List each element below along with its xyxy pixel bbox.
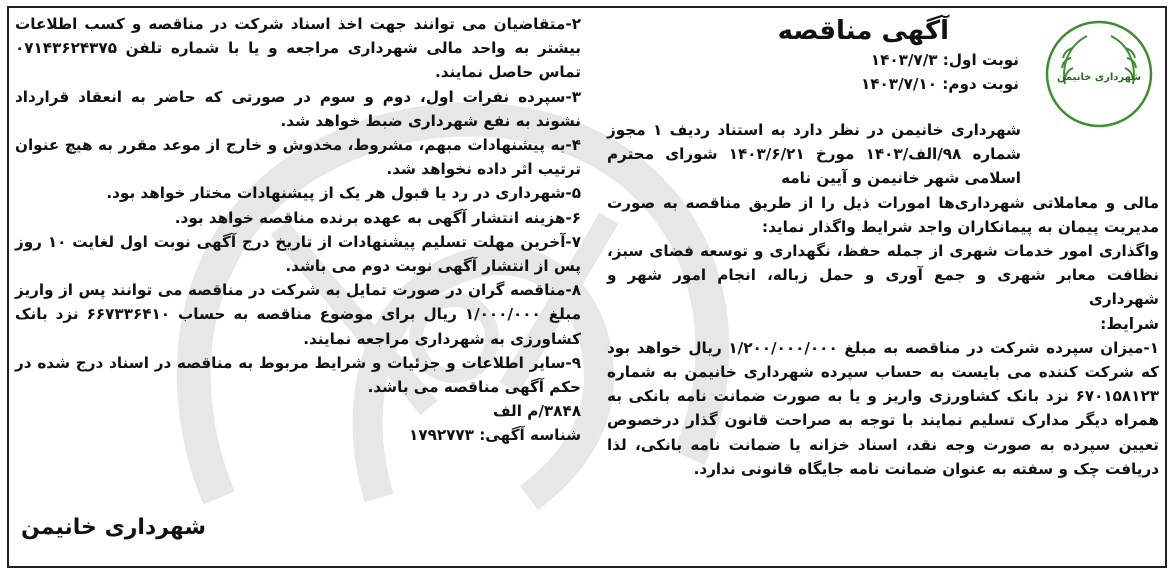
logo-text: شهرداری خانیمن [1056, 72, 1142, 83]
second-turn: نوبت دوم: ۱۴۰۳/۷/۱۰ [860, 75, 1019, 94]
condition-item: ۷-آخرین مهلت تسلیم پیشنهادات از تاریخ درج آگهی نوبت اول لغایت ۱۰ روز پس از انتشار آگهی نوبت دوم می باشد. [15, 232, 581, 276]
intro-paragraph: شهرداری خانیمن در نظر دارد به استناد ردیف ۱ مجوز شماره ۹۸/الف/۱۴۰۳ مورخ ۱۴۰۳/۶/۲۱ شورای محترم اسلامی شهر خانیمن و آیین نامه [607, 121, 1021, 188]
scope-paragraph: واگذاری امور خدمات شهری از جمله حفظ، نگهداری و توسعه فضای سبز، نظافت معابر شهری و جمع آوری و حمل زباله، انجام امور شهر و شهرداری [607, 242, 1159, 309]
condition-item: ۹-سایر اطلاعات و جزئیات و شرایط مربوط به مناقصه در اسناد درج شده در حکم آگهی مناقصه می باشد. [15, 353, 581, 397]
condition-item: ۲-متقاضیان می توانند جهت اخذ اسناد شرکت در مناقصه و کسب اطلاعات بیشتر به واحد مالی شهرداری مراجعه و یا با شماره تلفن ۰۷۱۴۳۶۲۴۳۷۵ تماس حاصل نمایند. [15, 15, 581, 82]
left-column [15, 12, 581, 448]
condition-item: ۵-شهرداری در رد یا قبول هر یک از پیشنهادات مختار خواهد بود. [106, 184, 581, 203]
right-column [607, 12, 1159, 481]
municipality-logo [1043, 18, 1155, 130]
notice-header [607, 12, 1159, 118]
tender-notice [7, 6, 1167, 568]
condition-item: ۴-به پیشنهادات مبهم، مشروط، مخدوش و خارج از موعد مقرر به هیچ عنوان ترتیب اثر داده نخواهد شد. [15, 136, 581, 179]
condition-item: ۸-مناقصه گران در صورت تمایل به شرکت در مناقصه می توانند پس از واریز مبلغ ۱/۰۰۰/۰۰۰ ریال برای موضوع مناقصه به حساب ۶۶۷۳۳۶۴۱۰ نزد بانک کشاورزی به شهرداری مراجعه نمایند. [15, 281, 581, 348]
page-title: آگهی مناقصه [777, 16, 949, 46]
conditions-heading: شرایط: [1100, 314, 1159, 333]
condition-item: ۳-سپرده نفرات اول، دوم و سوم در صورتی که حاضر به انعقاد قرارداد نشوند به نفع شهرداری ضبط خواهد شد. [15, 87, 581, 130]
ad-identifier: شناسه آگهی: ۱۷۹۲۷۷۳ [409, 426, 581, 445]
notice-code: ۳۸۴۸/م الف [492, 402, 581, 421]
condition-item: ۱-میزان سپرده شرکت در مناقصه به مبلغ ۱/۲۰۰/۰۰۰/۰۰۰ ریال خواهد بود که شرکت کننده می بایست به حساب سپرده شهرداری خانیمن به شماره ۶۷۰۱۵۸۱۲۳ نزد بانک کشاورزی واریز و یا به صورت ضمانت نامه بانکی به همراه دیگر مدارک تسلیم نمایند با توجه به صراحت قانون گذار درخصوص تعیین سپرده به صورت وجه نقد، اسناد خزانه یا ضمانت نامه بانکی، لذا دریافت چک و سفته به عنوان ضمانت نامه جایگاه قانونی ندارد. [607, 338, 1159, 478]
first-turn: نوبت اول: ۱۴۰۳/۷/۳ [870, 51, 1019, 69]
condition-item: ۶-هزینه انتشار آگهی به عهده برنده مناقصه خواهد بود. [174, 208, 581, 227]
publication-turns [861, 48, 1019, 96]
signature-municipality: شهرداری خانیمن [21, 515, 207, 540]
intro-continuation: مالی و معاملاتی شهرداری‌ها امورات ذیل را از طریق مناقصه به صورت مدیریت پیمان به پیمانکاران واجد شرایط واگذار نماید: [607, 193, 1159, 236]
